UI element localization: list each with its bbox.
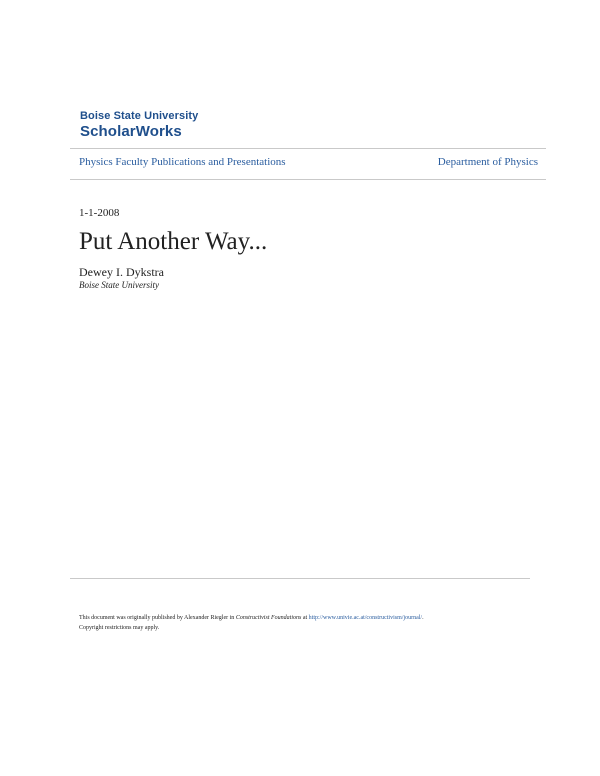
publication-date: 1-1-2008	[79, 207, 120, 219]
notice-prefix: This document was originally published by Alexander Riegler in	[79, 615, 235, 621]
article-title: Put Another Way...	[79, 228, 268, 255]
scholarworks-logo[interactable]	[80, 111, 198, 139]
publication-notice	[79, 613, 539, 633]
university-name: Boise State University	[80, 110, 199, 122]
notice-url-suffix: .	[422, 615, 424, 621]
header-top-divider	[70, 148, 546, 149]
copyright-notice: Copyright restrictions may apply.	[79, 625, 160, 631]
author-name: Dewey I. Dykstra	[79, 265, 164, 279]
repository-name: ScholarWorks	[80, 123, 182, 140]
journal-name: Constructivist Foundations	[235, 615, 302, 621]
footer-divider	[70, 578, 530, 579]
author-affiliation: Boise State University	[79, 280, 159, 290]
series-link[interactable]: Physics Faculty Publications and Presentations	[79, 156, 286, 168]
notice-at: at	[302, 615, 308, 621]
header-bottom-divider	[70, 179, 546, 180]
department-link[interactable]: Department of Physics	[437, 156, 538, 168]
journal-url-link[interactable]: http://www.univie.ac.at/constructivism/journal/	[308, 615, 423, 621]
